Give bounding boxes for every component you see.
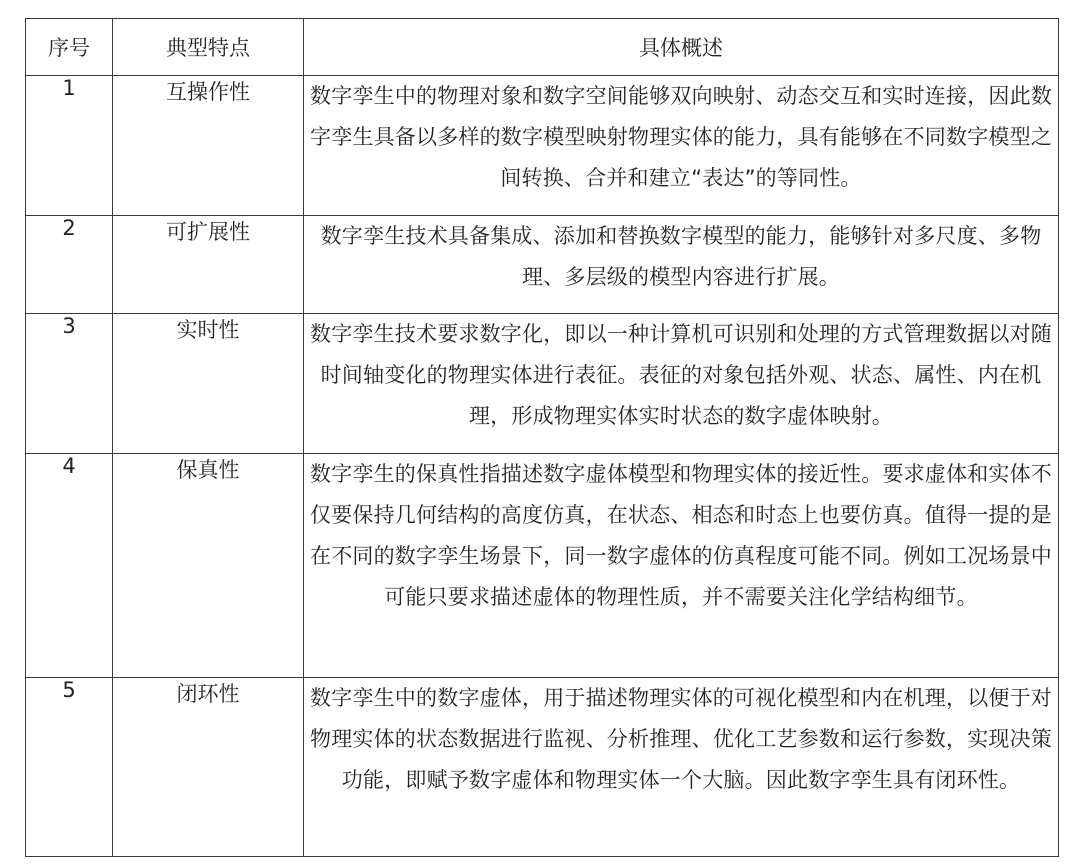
table-row xyxy=(26,454,1059,678)
table-row xyxy=(26,216,1059,314)
row-index: 2 xyxy=(26,216,113,314)
row-feature: 互操作性 xyxy=(113,76,304,216)
digital-twin-features-table xyxy=(25,18,1059,857)
row-description: 数字孪生技术具备集成、添加和替换数字模型的能力，能够针对多尺度、多物理、多层级的模型内容进行扩展。 xyxy=(304,216,1059,314)
row-feature: 闭环性 xyxy=(113,678,304,857)
row-index: 4 xyxy=(26,454,113,678)
table-header-row xyxy=(26,19,1059,76)
table-row xyxy=(26,76,1059,216)
row-feature: 可扩展性 xyxy=(113,216,304,314)
row-description: 数字孪生的保真性指描述数字虚体模型和物理实体的接近性。要求虚体和实体不仅要保持几何结构的高度仿真，在状态、相态和时态上也要仿真。值得一提的是在不同的数字孪生场景下，同一数字虚体的仿真程度可能不同。例如工况场景中可能只要求描述虚体的物理性质，并不需要关注化学结构细节。 xyxy=(304,454,1059,678)
table-row xyxy=(26,314,1059,454)
row-feature: 实时性 xyxy=(113,314,304,454)
row-description: 数字孪生技术要求数字化，即以一种计算机可识别和处理的方式管理数据以对随时间轴变化的物理实体进行表征。表征的对象包括外观、状态、属性、内在机理，形成物理实体实时状态的数字虚体映射。 xyxy=(304,314,1059,454)
row-index: 1 xyxy=(26,76,113,216)
row-index: 3 xyxy=(26,314,113,454)
row-index: 5 xyxy=(26,678,113,857)
row-description: 数字孪生中的物理对象和数字空间能够双向映射、动态交互和实时连接，因此数字孪生具备以多样的数字模型映射物理实体的能力，具有能够在不同数字模型之间转换、合并和建立“表达”的等同性。 xyxy=(304,76,1059,216)
row-feature: 保真性 xyxy=(113,454,304,678)
table-row xyxy=(26,678,1059,857)
row-description: 数字孪生中的数字虚体，用于描述物理实体的可视化模型和内在机理，以便于对物理实体的状态数据进行监视、分析推理、优化工艺参数和运行参数，实现决策功能，即赋予数字虚体和物理实体一个大脑。因此数字孪生具有闭环性。 xyxy=(304,678,1059,857)
header-index: 序号 xyxy=(26,19,113,76)
header-feature: 典型特点 xyxy=(113,19,304,76)
header-description: 具体概述 xyxy=(304,19,1059,76)
